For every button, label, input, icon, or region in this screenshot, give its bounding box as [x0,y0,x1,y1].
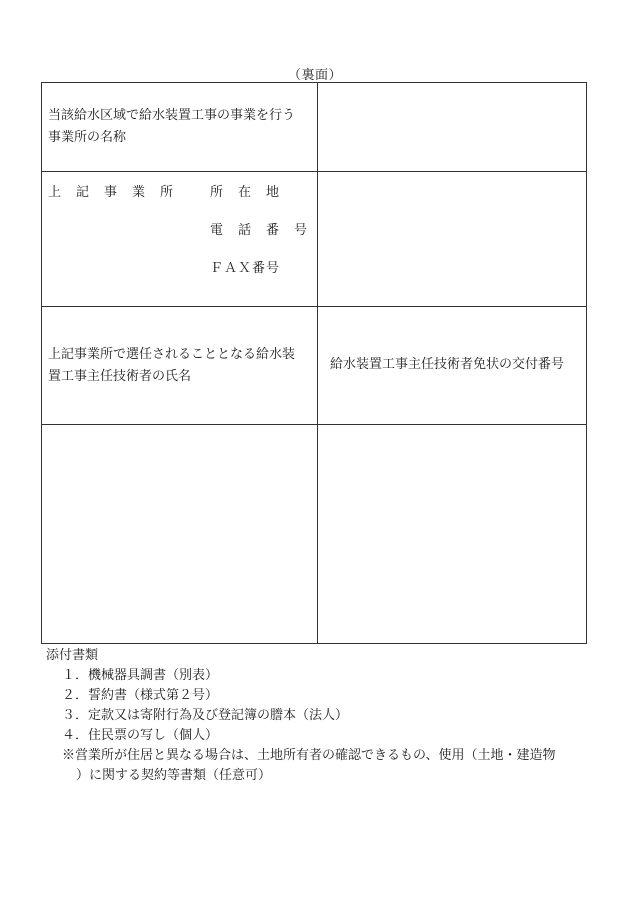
attachment-item: １．機械器具調書（別表） [62,668,219,683]
attachment-item: ４．住民票の写し（個人） [62,728,219,743]
office-name-input-cell[interactable] [318,83,586,171]
license-number-label: 給水装置工事主任技術者免状の交付番号 [330,357,565,372]
row-chief-engineer-entry [42,425,586,643]
engineer-name-input-cell[interactable] [42,425,318,643]
page-side-label: （裏面） [287,68,342,83]
attachment-note: ※営業所が住居と異なる場合は、土地所有者の確認できるもの、使用（土地・建造物 [62,748,556,763]
attachment-note-continued: ）に関する契約等書類（任意可） [76,768,272,783]
registration-form-table [41,82,587,644]
license-number-label-cell [318,307,586,424]
attachments-section [46,646,555,786]
phone-label: 電 話 番 号 [210,223,309,238]
office-contact-input-cell[interactable] [318,172,586,306]
address-label: 所 在 地 [210,185,281,200]
attachment-item: ２．誓約書（様式第２号） [62,688,219,703]
attachments-heading: 添付書類 [46,648,99,663]
license-number-input-cell[interactable] [318,425,586,643]
office-contact-label-cell [42,172,318,306]
row-office-name [42,83,586,172]
office-name-label-line2: 事業所の名称 [48,130,127,145]
office-name-label-cell [42,83,318,171]
row-office-contact [42,172,586,307]
row-chief-engineer-header [42,307,586,425]
engineer-name-label-cell [42,307,318,424]
office-label: 上 記 事 業 所 [48,185,175,200]
attachment-item: ３．定款又は寄附行為及び登記簿の謄本（法人） [62,708,349,723]
fax-label: ＦＡＸ番号 [210,261,281,276]
engineer-name-label-line2: 置工事主任技術者の氏名 [48,369,192,384]
office-name-label-line1: 当該給水区域で給水装置工事の事業を行う [48,108,296,123]
engineer-name-label-line1: 上記事業所で選任されることとなる給水装 [48,347,296,362]
